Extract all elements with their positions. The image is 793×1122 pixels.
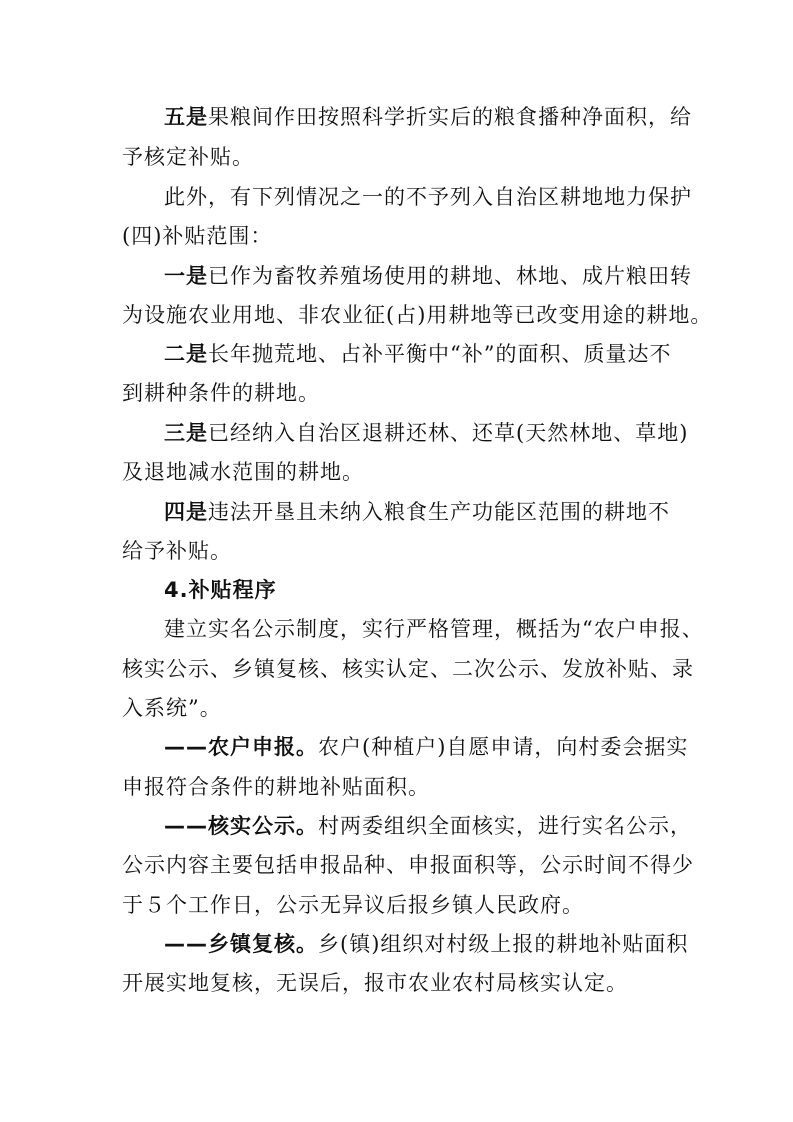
lead-text: ——农户申报。 [164,735,318,759]
body-text: 村两委组织全面核实，进行实名公示， [318,814,692,838]
paragraph-exclusion-line2: (四)补贴范围： [122,224,273,248]
lead-text: ——乡镇复核。 [164,932,318,956]
body-text: 果粮间作田按照科学折实后的粮食播种净面积，给 [208,105,692,129]
lead-text: 二是 [164,342,208,366]
body-text: 长年抛荒地、占补平衡中“补”的面积、质量达不 [208,342,672,366]
lead-text: 一是 [164,264,208,288]
paragraph-procedure-line1: 建立实名公示制度，实行严格管理，概括为“农户申报、 [164,617,704,641]
paragraph-township-review-line1 [164,929,688,959]
paragraph-five-line1 [164,102,692,132]
lead-text: 五是 [164,105,208,129]
paragraph-two-line2: 到耕种条件的耕地。 [122,381,320,405]
paragraph-verify-line2: 公示内容主要包括申报品种、申报面积等，公示时间不得少 [122,853,694,877]
body-text: 乡(镇)组织对村级上报的耕地补贴面积 [318,932,689,956]
body-text: 违法开垦且未纳入粮食生产功能区范围的耕地不 [208,500,670,524]
paragraph-one-line2: 为设施农业用地、非农业征(占)用耕地等已改变用途的耕地。 [122,303,713,327]
paragraph-township-review-line2: 开展实地复核，无误后，报市农业农村局核实认定。 [122,971,628,995]
body-text: 已经纳入自治区退耕还林、还草(天然林地、草地) [208,421,689,445]
paragraph-four-line1 [164,497,670,527]
paragraph-procedure-line3: 入系统”。 [122,696,222,720]
paragraph-two-line1 [164,339,671,369]
paragraph-three-line2: 及退地减水范围的耕地。 [122,460,364,484]
paragraph-farmer-report-line2: 申报符合条件的耕地补贴面积。 [122,775,430,799]
paragraph-exclusion-line1: 此外，有下列情况之一的不予列入自治区耕地地力保护 [164,185,692,209]
paragraph-farmer-report-line1 [164,732,688,762]
paragraph-five-line2: 予核定补贴。 [122,145,254,169]
lead-text: 四是 [164,500,208,524]
lead-text: 三是 [164,421,208,445]
body-text: 已作为畜牧养殖场使用的耕地、林地、成片粮田转 [208,264,692,288]
paragraph-verify-line3: 于５个工作日，公示无异议后报乡镇人民政府。 [122,893,584,917]
paragraph-three-line1 [164,418,688,448]
body-text: 农户(种植户)自愿申请，向村委会据实 [318,735,689,759]
lead-text: ——核实公示。 [164,814,318,838]
paragraph-four-line2: 给予补贴。 [122,539,232,563]
paragraph-verify-line1 [164,811,692,841]
section-heading: 4.补贴程序 [164,578,277,602]
paragraph-procedure-line2: 核实公示、乡镇复核、核实认定、二次公示、发放补贴、录 [122,657,694,681]
paragraph-one-line1 [164,261,692,291]
